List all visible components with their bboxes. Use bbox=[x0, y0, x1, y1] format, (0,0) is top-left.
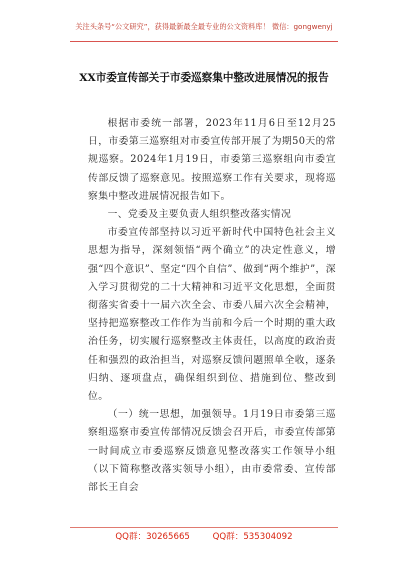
footer-contacts bbox=[0, 531, 408, 543]
paragraph-subsection-1: （一）统一思想，加强领导。1月19日市委第三巡察组巡察市委宣传部情况反馈会召开后，市委宣传部第一时间成立市委巡察反馈意见整改落实工作领导小组（以下简称整改落实领导小组），由市委常委、宣传部部长王自会 bbox=[88, 409, 336, 494]
header-banner: 关注头条号“公文研究”，获得最新最全最专业的公文资料库！ 微信：gongwenyj bbox=[75, 22, 333, 31]
paragraph-intro: 根据市委统一部署，2023年11月6日至12月25日，市委第三巡察组对市委宣传部开展了为期50天的常规巡察。2024年1月19日，市委第三巡察组向市委宣传部反馈了巡察意见。按照巡察工作有关要求，现将巡察集中整改进展情况报告如下。 bbox=[88, 118, 336, 202]
section-heading-1: 一、党委及主要负责人组织整改落实情况 bbox=[107, 209, 292, 221]
paragraph-section-1: 市委宣传部坚持以习近平新时代中国特色社会主义思想为指导，深刻领悟“两个确立”的决定性意义，增强“四个意识”、坚定“四个自信”、做到“两个维护”，深入学习贯彻党的二十大精神和习近平文化思想，全面贯彻落实省委十一届六次全会、市委八届六次全会精神，坚持把巡察整改工作作为当前和今后一个时期的重大政治任务，切实履行巡察整改主体责任，以高度的政治责任和强烈的政治担当，对巡察反馈问题照单全收，逐条归纳、逐项盘点，确保组织到位、措施到位、整改到位。 bbox=[88, 227, 336, 403]
footer-qq-group-2: QQ群：535304092 bbox=[212, 532, 293, 542]
footer-divider bbox=[70, 527, 338, 528]
header-divider bbox=[70, 41, 338, 42]
document-body bbox=[88, 115, 336, 497]
footer-qq-group-1: QQ群：30265665 bbox=[115, 532, 190, 542]
document-title: XX市委宣传部关于市委巡察集中整改进展情况的报告 bbox=[79, 72, 329, 84]
